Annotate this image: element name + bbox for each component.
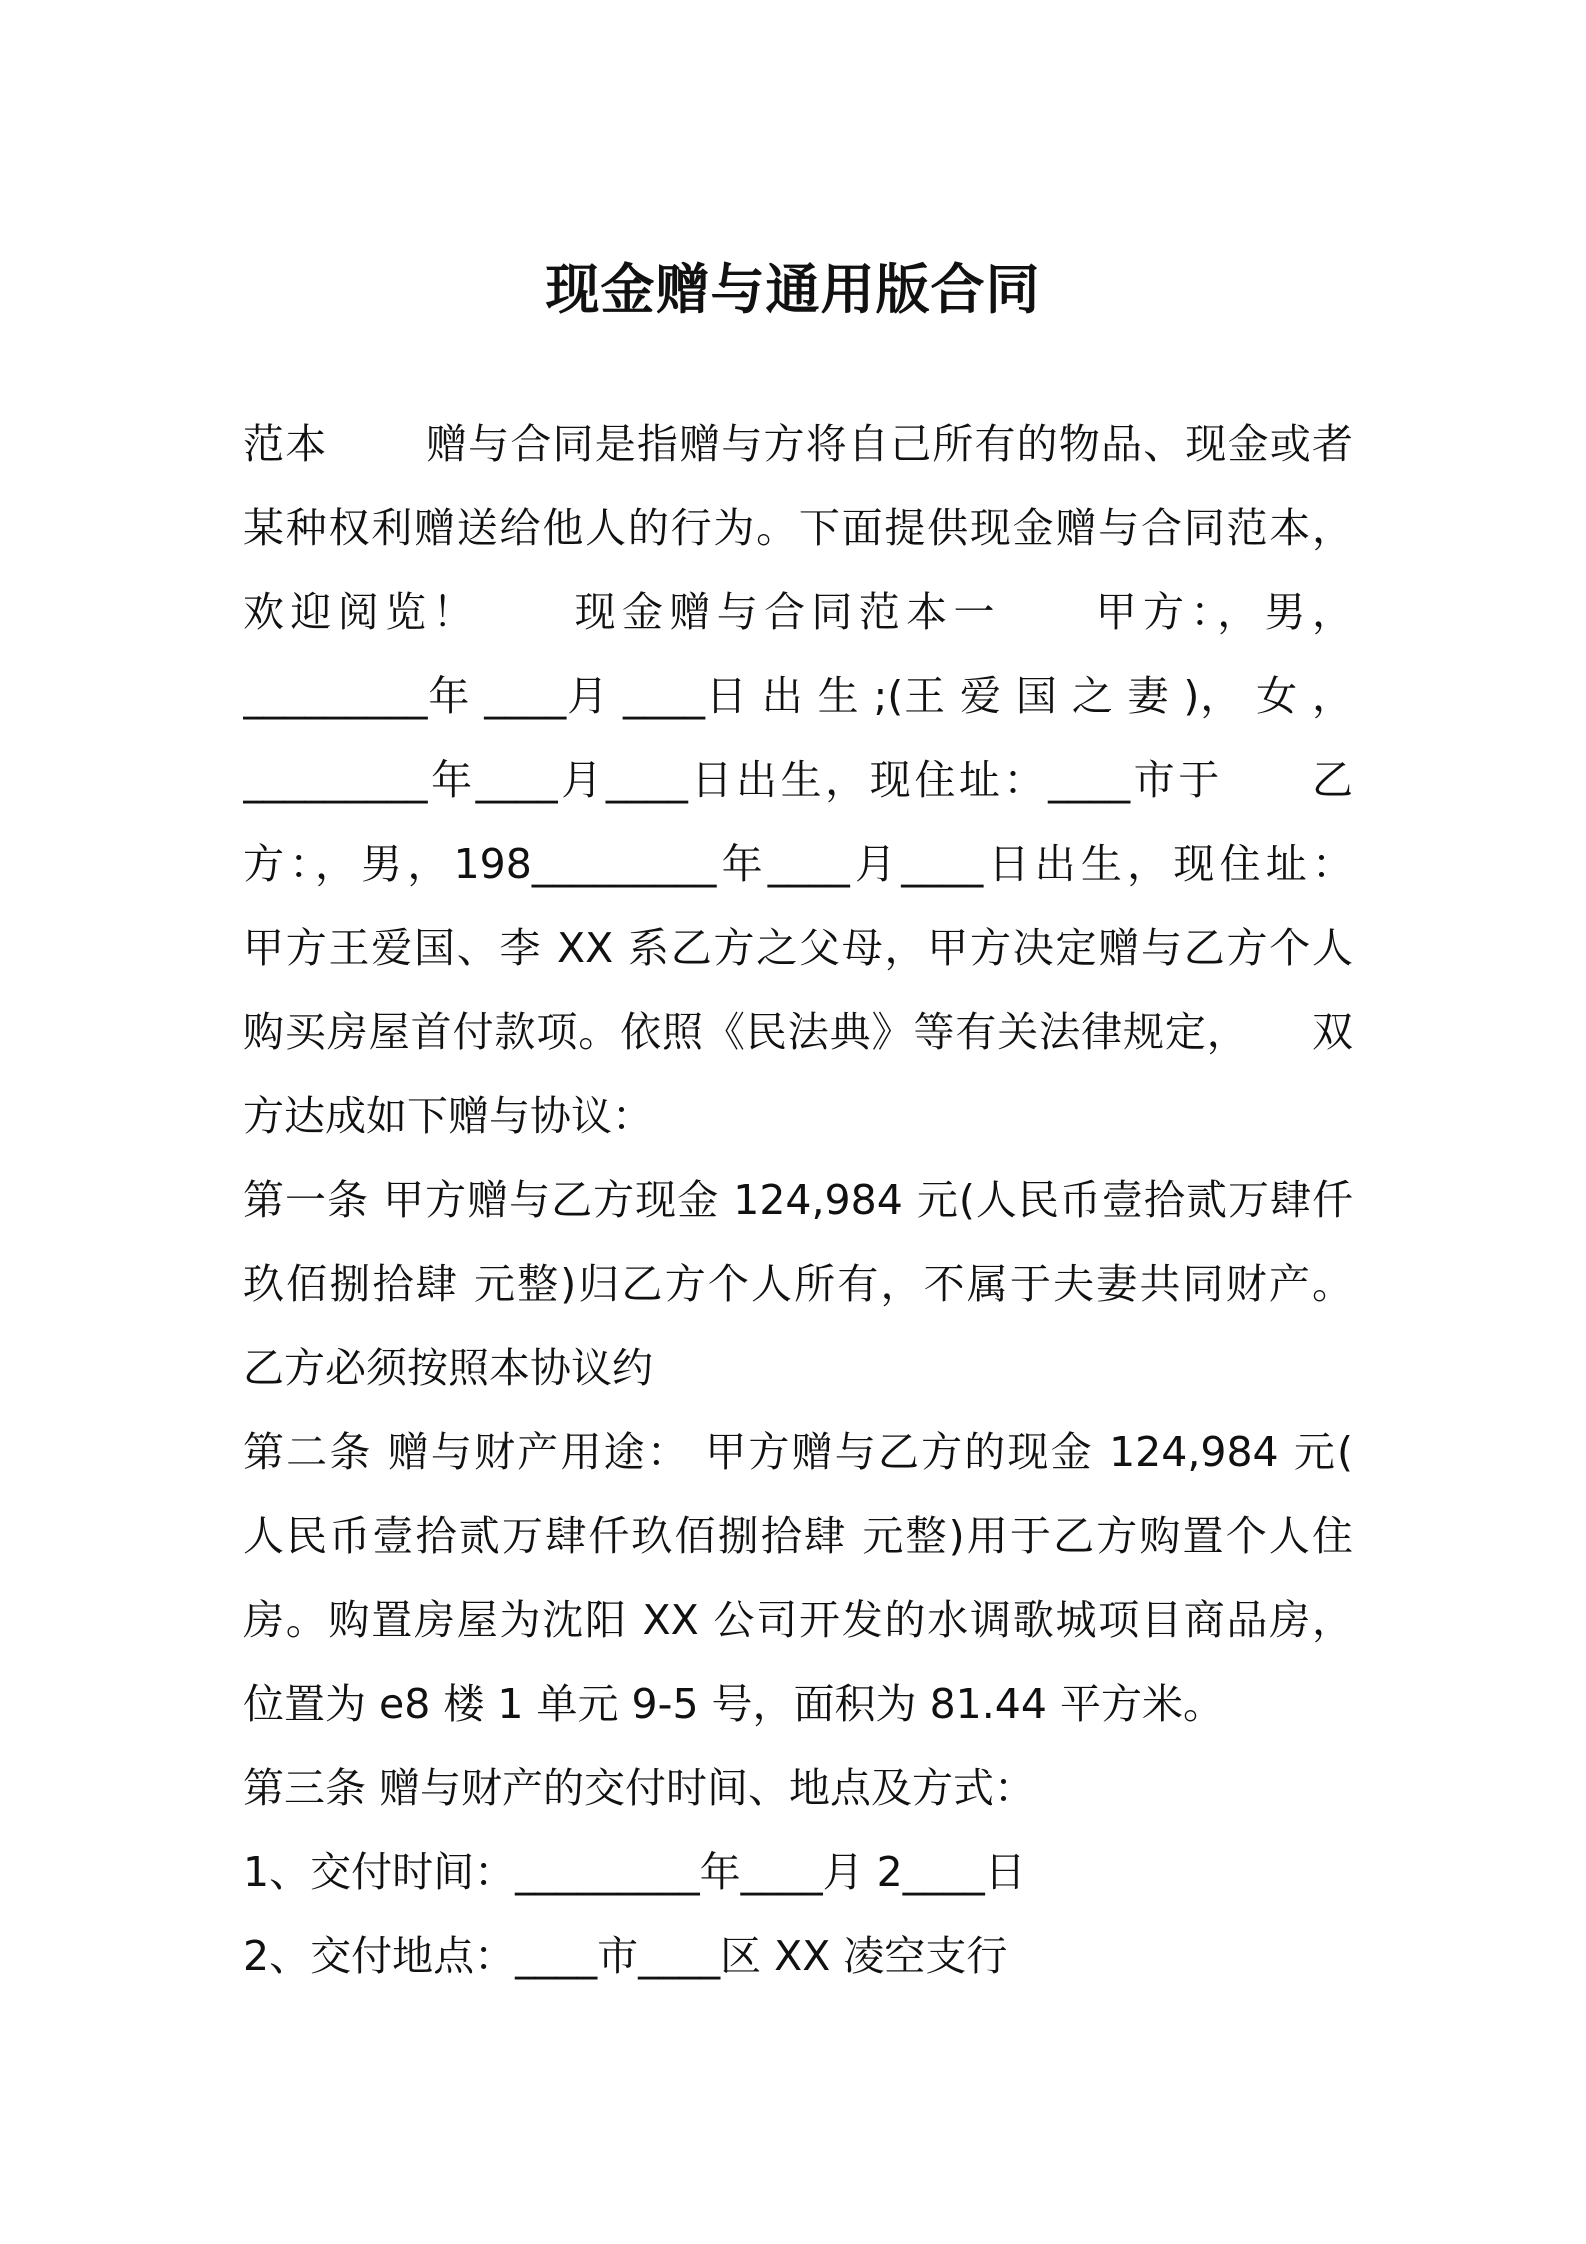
article-line: 房。购置房屋为沈阳 XX 公司开发的水调歌城项目商品房， xyxy=(243,1596,1353,1644)
paragraph-line: 某种权利赠送给他人的行为。下面提供现金赠与合同范本， xyxy=(243,504,1353,552)
document-title: 现金赠与通用版合同 xyxy=(545,258,1041,321)
article-line: 位置为 e8 楼 1 单元 9-5 号，面积为 81.44 平方米。 xyxy=(243,1680,1224,1728)
article-line: 第二条 赠与财产用途： 甲方赠与乙方的现金 124,984 元( xyxy=(243,1428,1353,1476)
paragraph-line: 方达成如下赠与协议： xyxy=(243,1092,653,1140)
paragraph-line: 甲方王爱国、李 XX 系乙方之父母，甲方决定赠与乙方个人 xyxy=(243,924,1353,972)
list-item: 1、交付时间：_________年____月 2____日 xyxy=(243,1848,1026,1896)
paragraph-line: _________年 ____月 ____日 出 生 ;(王 爱 国 之 妻 )， 女 ， xyxy=(243,672,1353,720)
article-line: 第三条 赠与财产的交付时间、地点及方式： xyxy=(243,1764,1036,1812)
paragraph-line: 购买房屋首付款项。依照《民法典》等有关法律规定， 双 xyxy=(243,1008,1353,1056)
article-line: 第一条 甲方赠与乙方现金 124,984 元(人民币壹拾贰万肆仟 xyxy=(243,1176,1353,1224)
article-line: 乙方必须按照本协议约 xyxy=(243,1344,653,1392)
article-line: 玖佰捌拾肆 元整)归乙方个人所有，不属于夫妻共同财产。 xyxy=(243,1260,1353,1308)
paragraph-line: _________年____月____日出生，现住址：____市于 乙 xyxy=(243,756,1353,804)
paragraph-line: 范本 赠与合同是指赠与方将自己所有的物品、现金或者 xyxy=(243,420,1353,468)
paragraph-line: 欢迎阅览！ 现金赠与合同范本一 甲方：，男， xyxy=(243,588,1353,636)
list-item: 2、交付地点：____市____区 XX 凌空支行 xyxy=(243,1932,1008,1980)
paragraph-line: 方：，男，198_________年____月____日出生，现住址： xyxy=(243,840,1353,888)
article-line: 人民币壹拾贰万肆仟玖佰捌拾肆 元整)用于乙方购置个人住 xyxy=(243,1512,1353,1560)
